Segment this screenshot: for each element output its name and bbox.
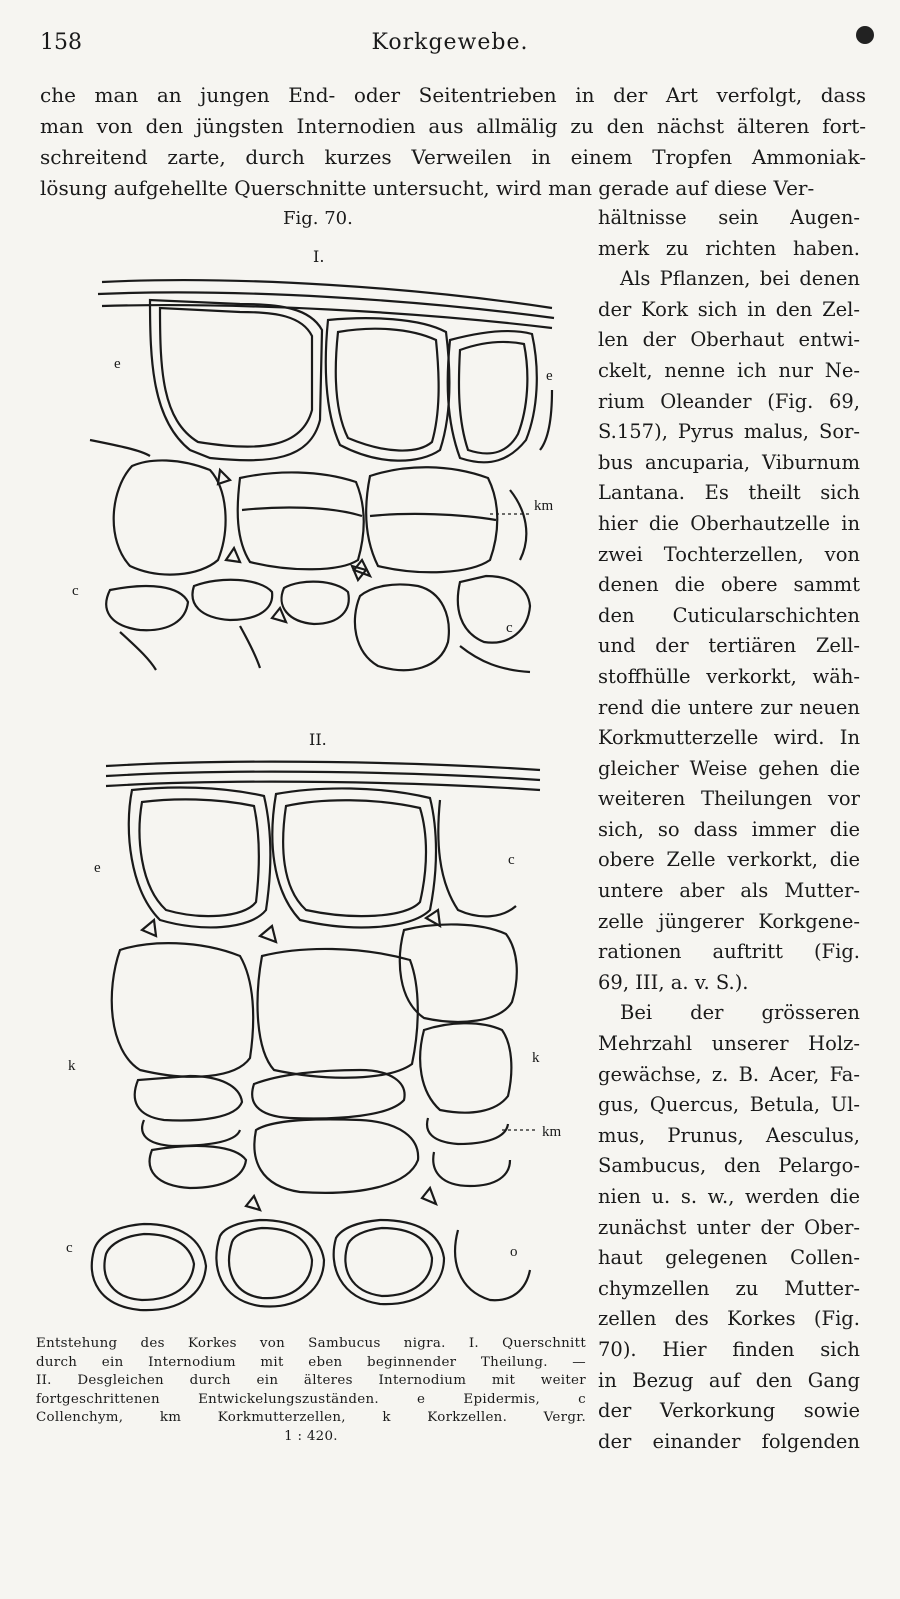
wall-line — [120, 632, 156, 670]
body-text-column — [598, 203, 860, 1457]
epidermis-cell-lumen — [459, 342, 527, 453]
text-line: merk zu richten haben. — [598, 236, 860, 260]
page-header — [40, 30, 860, 64]
text-line: denen die obere sammt — [598, 573, 860, 597]
collenchyma-cell-lumen — [229, 1228, 312, 1298]
collenchyma-cell — [92, 1224, 206, 1310]
label-epidermis: e — [94, 860, 101, 876]
page-number: 158 — [40, 30, 82, 55]
label-other: o — [510, 1244, 518, 1260]
text-line: che man an jungen End- oder Seitentrieben in der Art verfolgt, dass — [40, 83, 866, 107]
panel-1-label: I. — [313, 247, 325, 266]
epidermis-cell — [129, 788, 271, 928]
division-wall — [242, 508, 362, 516]
cork-cell — [142, 1120, 240, 1146]
label-korkzellen: k — [68, 1058, 76, 1074]
text-line: 69, III, a. v. S.). — [598, 970, 749, 994]
epidermis-cell-lumen — [336, 329, 439, 451]
collenchyma-cell — [114, 460, 226, 574]
text-line: Bei der grösseren — [620, 1001, 860, 1025]
text-line: nien u. s. w., werden die — [598, 1185, 860, 1208]
label-epidermis: e — [114, 356, 121, 372]
body-text-full-width — [40, 80, 866, 204]
text-line: rationen auftritt (Fig. — [598, 940, 860, 964]
panel-1-drawing — [72, 280, 554, 672]
label-collenchym: c — [72, 583, 79, 599]
text-line: Als Pflanzen, bei denen — [620, 267, 860, 291]
text-line: man von den jüngsten Internodien aus allmälig zu den nächst älteren fort- — [40, 114, 866, 138]
figure-number: Fig. 70. — [283, 208, 353, 229]
collenchyma-cell — [455, 1230, 530, 1300]
text-line: chymzellen zu Mutter- — [598, 1276, 860, 1300]
text-line: untere aber als Mutter- — [598, 879, 860, 903]
label-collenchym: c — [506, 620, 513, 636]
collenchyma-cell — [334, 1220, 444, 1304]
text-line: gewächse, z. B. Acer, Fa- — [598, 1062, 860, 1086]
cuticle-line — [106, 772, 540, 780]
figure-caption — [36, 1335, 586, 1447]
cork-mother-cell — [254, 1119, 418, 1193]
cork-mother-cell — [150, 1146, 246, 1188]
cork-tissue-figure — [40, 270, 600, 1330]
text-line: der Kork sich in den Zel- — [598, 297, 860, 321]
epidermis-cell-lumen — [160, 308, 312, 447]
collenchyma-cell — [106, 586, 188, 630]
wall-line — [90, 440, 150, 456]
label-collenchym: c — [508, 852, 515, 868]
intercellular-space — [422, 1188, 436, 1204]
collenchyma-cell — [366, 467, 497, 572]
text-line: Mehrzahl unserer Holz- — [598, 1032, 860, 1056]
text-line: stoffhülle verkorkt, wäh- — [598, 664, 860, 688]
text-line: rium Oleander (Fig. 69, — [598, 389, 860, 413]
text-line: zwei Tochterzellen, von — [598, 542, 860, 566]
text-line: Sambucus, den Pelargo- — [598, 1154, 860, 1178]
cork-cell — [112, 943, 253, 1077]
label-collenchym: c — [66, 1240, 73, 1256]
cork-mother-cell — [433, 1152, 510, 1186]
text-line: ckelt, nenne ich nur Ne- — [598, 358, 860, 382]
collenchyma-cell — [216, 1220, 324, 1306]
epidermis-cell — [438, 800, 516, 916]
cork-cell — [427, 1118, 508, 1144]
label-korkzellen: k — [532, 1050, 540, 1066]
text-line: hier die Oberhautzelle in — [598, 511, 860, 535]
panel-2-label: II. — [309, 730, 327, 749]
collenchyma-cell-lumen — [105, 1234, 195, 1300]
epidermis-cell-lumen — [140, 799, 259, 916]
epidermis-cell — [448, 331, 537, 462]
caption-line: durch ein Internodium mit eben beginnender Theilung. — — [36, 1354, 586, 1370]
text-line: mus, Prunus, Aesculus, — [598, 1123, 860, 1147]
running-title: Korkgewebe. — [371, 30, 529, 55]
text-line: und der tertiären Zell- — [598, 634, 860, 658]
text-line: der Verkorkung sowie — [598, 1399, 860, 1423]
collenchyma-cell — [458, 576, 530, 643]
collenchyma-cell-lumen — [345, 1228, 432, 1296]
wall-line — [460, 646, 530, 672]
text-line: weiteren Theilungen vor — [598, 787, 860, 811]
cork-cell — [420, 1023, 511, 1112]
epidermis-cell — [150, 300, 322, 460]
division-wall — [370, 514, 496, 520]
text-line: in Bezug auf den Gang — [598, 1368, 860, 1392]
intercellular-space — [246, 1196, 260, 1210]
text-line: gus, Quercus, Betula, Ul- — [598, 1093, 860, 1117]
text-line: len der Oberhaut entwi- — [598, 328, 860, 352]
text-line: Lantana. Es theilt sich — [598, 481, 860, 505]
cork-cell — [258, 949, 418, 1078]
text-line: obere Zelle verkorkt, die — [598, 848, 860, 872]
text-line: zelle jüngerer Korkgene- — [598, 909, 860, 933]
label-epidermis: e — [546, 368, 553, 384]
caption-line: II. Desgleichen durch ein älteres Internodium mit weiter — [36, 1373, 586, 1389]
label-korkmutterzellen: km — [534, 498, 554, 514]
caption-line: Collenchym, km Korkmutterzellen, k Korkzellen. Vergr. — [36, 1410, 586, 1426]
text-line: Korkmutterzelle wird. In — [598, 726, 860, 750]
collenchyma-cell-edge — [510, 490, 526, 560]
collenchyma-cell — [193, 580, 273, 620]
wall-line — [240, 626, 260, 668]
text-line: bus ancuparia, Viburnum — [598, 450, 860, 474]
epidermis-cell-lumen — [283, 800, 426, 916]
text-line: S.157), Pyrus malus, Sor- — [598, 420, 860, 444]
text-line: haut gelegenen Collen- — [598, 1246, 860, 1270]
collenchyma-cell — [238, 472, 364, 569]
intercellular-space — [142, 920, 156, 936]
text-line: schreitend zarte, durch kurzes Verweilen in einem Tropfen Ammoniak- — [40, 145, 866, 169]
text-line: 70). Hier finden sich — [598, 1337, 860, 1361]
text-line: rend die untere zur neuen — [598, 695, 860, 719]
text-line: zellen des Korkes (Fig. — [598, 1307, 860, 1331]
text-line: gleicher Weise gehen die — [598, 756, 860, 780]
wall-line — [540, 390, 552, 450]
text-line: den Cuticularschichten — [598, 603, 860, 627]
epidermis-cell — [326, 318, 450, 460]
text-line: hältnisse sein Augen- — [598, 206, 860, 229]
panel-2-drawing — [66, 762, 562, 1311]
epidermis-cell — [272, 788, 436, 927]
caption-line: Entstehung des Korkes von Sambucus nigra. I. Querschnitt — [36, 1336, 586, 1351]
intercellular-space — [260, 926, 276, 942]
text-line: der einander folgenden — [598, 1429, 860, 1453]
text-line: zunächst unter der Ober- — [598, 1215, 860, 1239]
collenchyma-cell — [355, 584, 449, 670]
caption-line: fortgeschrittenen Entwickelungszuständen. e Epidermis, c — [36, 1391, 586, 1407]
intercellular-space — [226, 548, 240, 562]
ink-blot — [856, 26, 874, 44]
collenchyma-cell — [282, 582, 349, 624]
text-line: lösung aufgehellte Querschnitte untersucht, wird man gerade auf diese Ver- — [40, 176, 815, 200]
text-line: sich, so dass immer die — [598, 817, 860, 841]
cuticle-line — [102, 280, 552, 308]
cuticle-line — [106, 762, 540, 770]
cork-cell — [135, 1076, 242, 1120]
intercellular-space — [218, 470, 230, 484]
label-korkmutterzellen: km — [542, 1124, 562, 1140]
caption-line: 1 : 420. — [284, 1428, 338, 1444]
